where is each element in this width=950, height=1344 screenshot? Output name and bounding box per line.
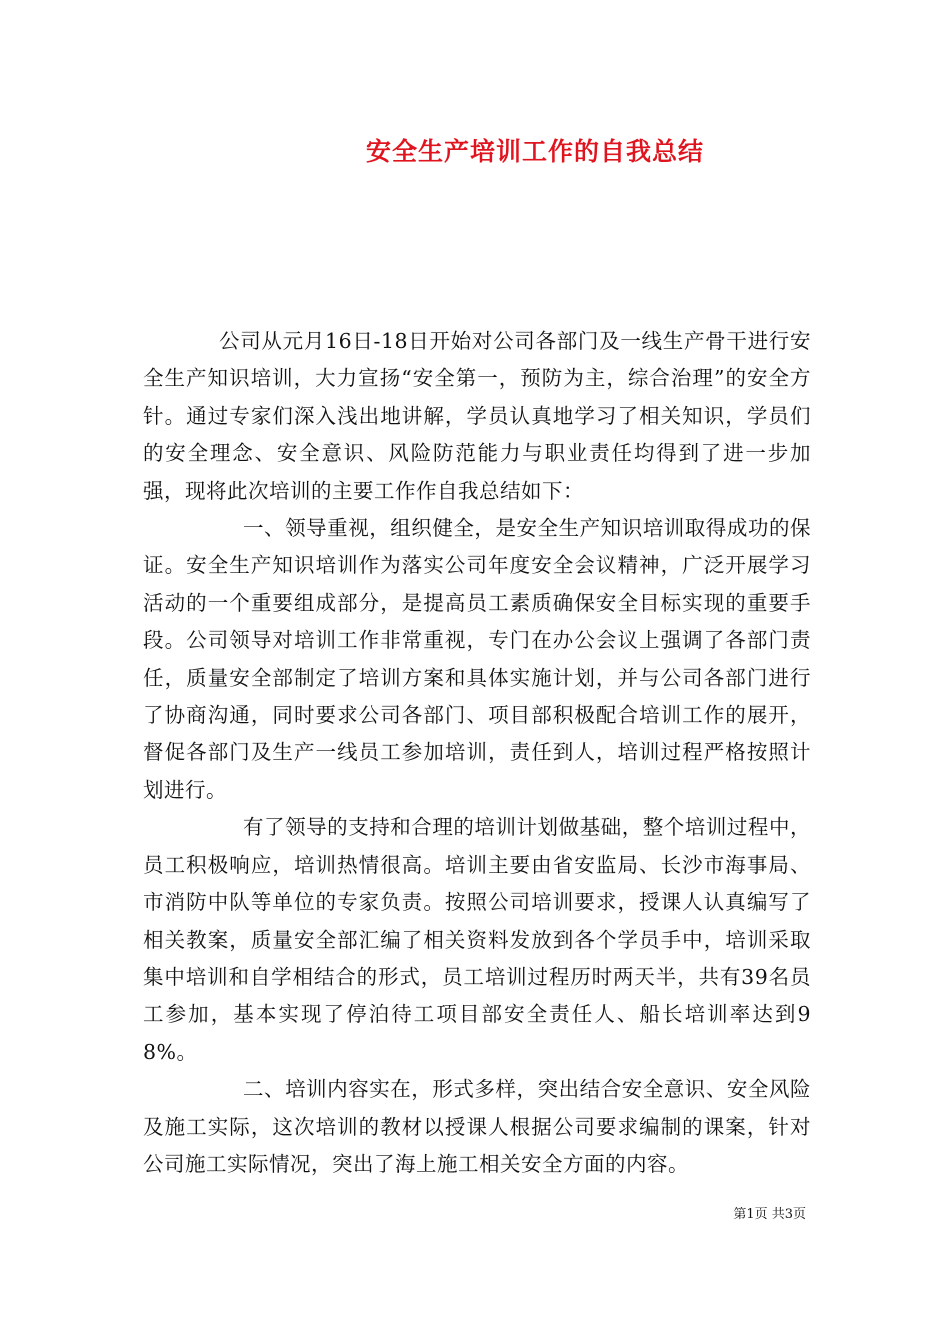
paragraph-section-1: 一、领导重视，组织健全，是安全生产知识培训取得成功的保证。安全生产知识培训作为落实公司年度安全会议精神，广泛开展学习活动的一个重要组成部分，是提高员工素质确保安全目标实现的重要手段。公司领导对培训工作非常重视，专门在办公会议上强调了各部门责任，质量安全部制定了培训方案和具体实施计划，并与公司各部门进行了协商沟通，同时要求公司各部门、项目部积极配合培训工作的展开，督促各部门及生产一线员工参加培训，责任到人，培训过程严格按照计划进行。 bbox=[143, 516, 811, 802]
paragraph-section-2: 二、培训内容实在，形式多样，突出结合安全意识、安全风险及施工实际，这次培训的教材以授课人根据公司要求编制的课案，针对公司施工实际情况，突出了海上施工相关安全方面的内容。 bbox=[143, 1077, 811, 1176]
document-body bbox=[143, 323, 811, 1183]
paragraph-section-1-detail: 有了领导的支持和合理的培训计划做基础，整个培训过程中，员工积极响应，培训热情很高。培训主要由省安监局、长沙市海事局、市消防中队等单位的专家负责。按照公司培训要求，授课人认真编写了相关教案，质量安全部汇编了相关资料发放到各个学员手中，培训采取集中培训和自学相结合的形式，员工培训过程历时两天半，共有39名员工参加，基本实现了停泊待工项目部安全责任人、船长培训率达到98%。 bbox=[143, 815, 811, 1064]
paragraph-intro: 公司从元月16日-18日开始对公司各部门及一线生产骨干进行安全生产知识培训，大力宣扬“安全第一，预防为主，综合治理”的安全方针。通过专家们深入浅出地讲解，学员认真地学习了相关知识，学员们的安全理念、安全意识、风险防范能力与职业责任均得到了进一步加强，现将此次培训的主要工作作自我总结如下： bbox=[143, 329, 811, 503]
page-title: 安全生产培训工作的自我总结 bbox=[365, 137, 704, 166]
page-footer: 第1页 共3页 bbox=[733, 1207, 806, 1222]
